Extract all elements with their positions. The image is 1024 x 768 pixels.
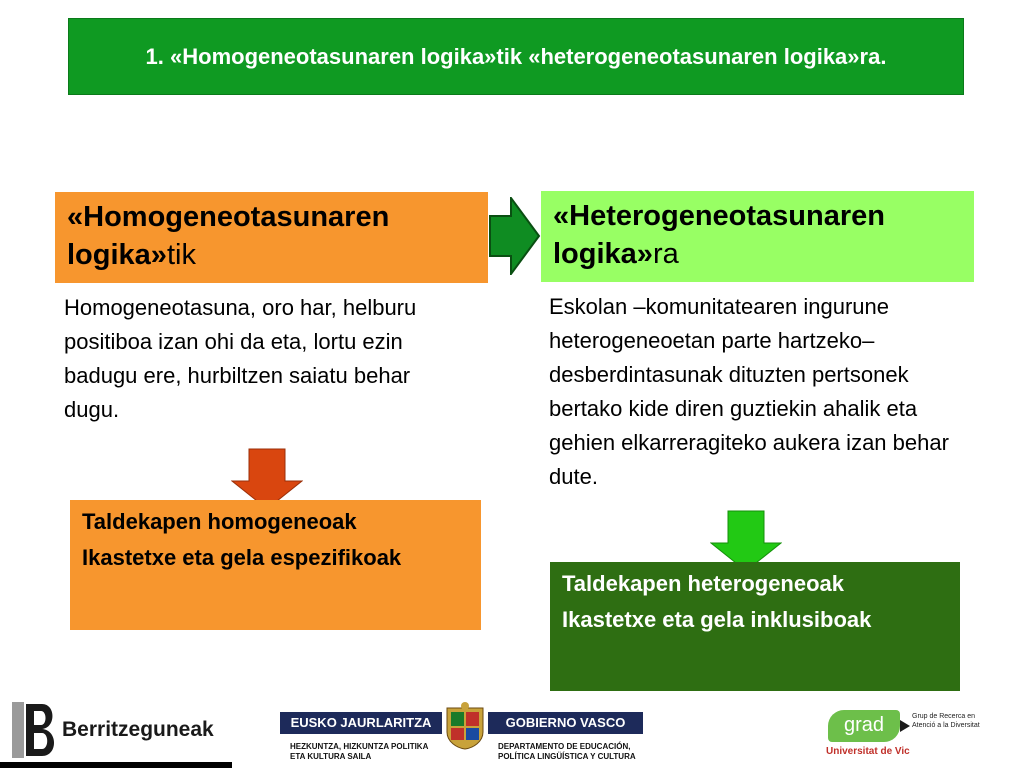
- dept-basque-line-1: HEZKUNTZA, HIZKUNTZA POLITIKA: [290, 742, 429, 751]
- heterogeneity-description: Eskolan –komunitatearen ingurune heterogeneoetan parte hartzeko– desberdintasunak dituzten pertsonek bertako kide diren guztiekin ahalik eta gehien elkarreragiteko aukera izan behar dute.: [549, 294, 949, 489]
- homogeneity-header-bold: «Homogeneotasunaren logika»: [67, 201, 390, 271]
- dept-basque-name: [290, 742, 428, 762]
- berritzeguneak-b-icon: [12, 702, 60, 758]
- grad-description: [912, 712, 980, 730]
- eusko-jaurlaritza-band: EUSKO JAURLARITZA: [280, 712, 442, 734]
- grad-uvic-logo: [826, 710, 1006, 766]
- grad-badge: grad: [828, 710, 900, 742]
- dept-spanish-name: [498, 742, 636, 762]
- specific-schools-label: Ikastetxe eta gela espezifikoak: [82, 545, 402, 570]
- homogeneous-grouping-box: [70, 500, 481, 630]
- berritzeguneak-text: Berritzeguneak: [62, 718, 214, 741]
- heterogeneous-grouping-box: [550, 562, 960, 691]
- slide-title-text: 1. «Homogeneotasunaren logika»tik «heterogeneotasunaren logika»ra.: [145, 44, 887, 69]
- grad-pointer-icon: [900, 720, 910, 732]
- grad-description-line-2: Atenció a la Diversitat: [912, 722, 980, 729]
- grad-description-line-1: Grup de Recerca en: [912, 713, 976, 720]
- heterogeneity-header-box: [541, 191, 974, 282]
- heterogeneity-header-suffix: ra: [652, 238, 679, 270]
- heterogeneous-grouping-label: Taldekapen heterogeneoak: [562, 571, 845, 596]
- right-arrow-icon: [489, 197, 541, 275]
- gobierno-vasco-band: GOBIERNO VASCO: [488, 712, 643, 734]
- homogeneity-header-box: [55, 192, 488, 283]
- dept-spanish-line-1: DEPARTAMENTO DE EDUCACIÓN,: [498, 742, 631, 751]
- heterogeneity-header-bold: «Heterogeneotasunaren logika»: [553, 200, 885, 270]
- dept-basque-line-2: ETA KULTURA SAILA: [290, 752, 372, 761]
- slide-title: [68, 18, 964, 95]
- berritzeguneak-logo: [12, 702, 232, 760]
- homogeneous-grouping-label: Taldekapen homogeneoak: [82, 509, 357, 534]
- basque-government-logo: [280, 702, 650, 766]
- homogeneity-header-suffix: tik: [166, 239, 196, 271]
- coat-of-arms-icon: [443, 702, 487, 750]
- inclusive-schools-label: Ikastetxe eta gela inklusiboak: [562, 607, 872, 632]
- dept-spanish-line-2: POLÍTICA LINGÜÍSTICA Y CULTURA: [498, 752, 636, 761]
- footer-rule: [0, 762, 232, 768]
- homogeneity-description: Homogeneotasuna, oro har, helburu positiboa izan ohi da eta, lortu ezin badugu ere, hurbiltzen saiatu behar dugu.: [64, 295, 417, 422]
- universitat-de-vic-label: Universitat de Vic: [826, 746, 910, 757]
